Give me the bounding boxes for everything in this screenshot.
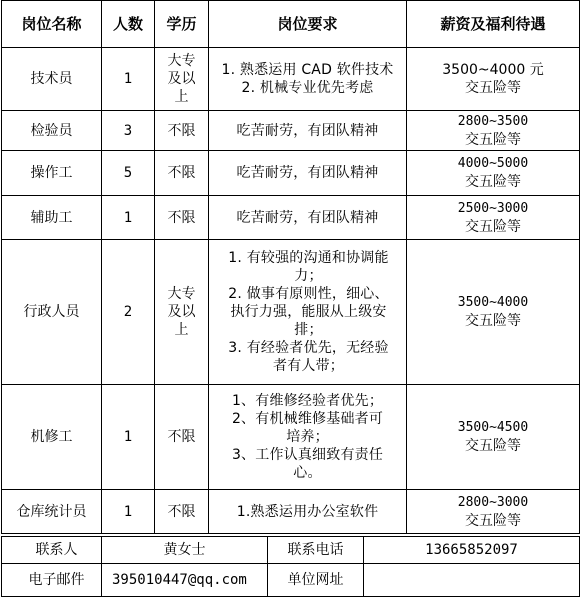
requirement-line: 1. 熟悉运用 CAD 软件技术 — [221, 62, 394, 78]
count-text: 1 — [123, 503, 133, 520]
salary-benefits: 交五险等 — [465, 174, 521, 190]
education-line: 不限 — [167, 122, 196, 139]
education-line: 不限 — [167, 503, 196, 520]
cell-position — [2, 111, 102, 151]
education-line: 及以 — [167, 304, 196, 320]
count-text: 3 — [123, 122, 133, 139]
cell-count — [102, 48, 155, 111]
cell-education — [155, 111, 209, 151]
requirement-line: 3. 有经验者优先，无经验 — [228, 340, 389, 356]
position-text: 检验员 — [30, 122, 73, 139]
requirement-line: 者有人带； — [273, 358, 344, 374]
cell-salary — [407, 151, 580, 196]
cell-education — [155, 385, 209, 490]
contact-table — [1, 536, 580, 597]
requirement-line: 排； — [294, 322, 323, 338]
salary-range: 3500~4500 — [457, 420, 529, 435]
requirement-line: 1、有维修经验者优先； — [231, 393, 384, 409]
cell-salary — [407, 490, 580, 534]
count-text: 1 — [123, 429, 133, 445]
position-text: 技术员 — [30, 71, 73, 87]
cell-salary — [407, 111, 580, 151]
header-position: 岗位名称 — [2, 1, 102, 48]
table-row — [2, 196, 580, 240]
requirement-line: 2. 做事有原则性，细心、 — [228, 286, 389, 302]
salary-range: 4000~5000 — [457, 156, 529, 171]
education-line: 及以 — [167, 71, 196, 87]
requirement-line: 3、工作认真细致有责任 — [231, 447, 384, 463]
requirement-line: 培养； — [286, 429, 329, 445]
cell-count — [102, 196, 155, 240]
website-label: 单位网址 — [268, 564, 364, 597]
position-text: 行政人员 — [23, 304, 80, 320]
education-line: 大专 — [167, 286, 196, 302]
table-row — [2, 48, 580, 111]
cell-position — [2, 48, 102, 111]
requirement-line: 2、有机械维修基础者可 — [231, 411, 384, 427]
cell-education — [155, 48, 209, 111]
cell-education — [155, 240, 209, 385]
cell-requirements — [209, 151, 407, 196]
salary-benefits: 交五险等 — [465, 512, 521, 529]
header-education: 学历 — [155, 1, 209, 48]
position-text: 辅助工 — [30, 209, 73, 226]
cell-count — [102, 151, 155, 196]
position-text: 机修工 — [30, 429, 73, 445]
contact-label: 联系人 — [2, 537, 102, 564]
cell-count — [102, 490, 155, 534]
email-row — [2, 564, 580, 597]
table-row — [2, 151, 580, 196]
cell-position — [2, 240, 102, 385]
requirement-line: 吃苦耐劳，有团队精神 — [236, 122, 379, 139]
phone-value: 13665852097 — [364, 537, 580, 564]
cell-salary — [407, 48, 580, 111]
count-text: 5 — [123, 165, 133, 181]
requirement-line: 1. 有较强的沟通和协调能 — [228, 250, 389, 266]
cell-position — [2, 490, 102, 534]
table-row — [2, 240, 580, 385]
requirement-line: 1.熟悉运用办公室软件 — [236, 503, 379, 520]
count-text: 1 — [123, 209, 133, 226]
cell-count — [102, 240, 155, 385]
recruitment-table — [1, 0, 580, 534]
salary-range: 2800~3500 — [457, 113, 529, 129]
cell-salary — [407, 385, 580, 490]
salary-range: 2500~3000 — [457, 200, 529, 216]
requirement-line: 吃苦耐劳，有团队精神 — [236, 165, 379, 181]
education-line: 不限 — [167, 429, 196, 445]
table-header-row — [2, 1, 580, 48]
contact-row — [2, 537, 580, 564]
cell-count — [102, 111, 155, 151]
cell-requirements — [209, 48, 407, 111]
salary-range: 3500~4000 元 — [442, 62, 544, 78]
cell-position — [2, 196, 102, 240]
cell-salary — [407, 240, 580, 385]
website-value — [364, 564, 580, 597]
salary-range: 2800~3000 — [457, 494, 529, 510]
requirement-line: 力； — [294, 268, 323, 284]
table-row — [2, 111, 580, 151]
count-text: 2 — [123, 304, 133, 320]
salary-benefits: 交五险等 — [465, 80, 521, 96]
cell-requirements — [209, 385, 407, 490]
salary-benefits: 交五险等 — [465, 131, 521, 148]
cell-position — [2, 385, 102, 490]
requirement-line: 执行力强，能服从上级安 — [230, 304, 387, 320]
salary-range: 3500~4000 — [457, 295, 529, 310]
email-label: 电子邮件 — [2, 564, 102, 597]
header-requirements: 岗位要求 — [209, 1, 407, 48]
cell-education — [155, 151, 209, 196]
cell-requirements — [209, 111, 407, 151]
cell-requirements — [209, 196, 407, 240]
position-text: 仓库统计员 — [16, 503, 87, 520]
email-value: 395010447@qq.com — [102, 564, 268, 597]
salary-benefits: 交五险等 — [465, 313, 521, 329]
salary-benefits: 交五险等 — [465, 218, 521, 235]
education-line: 上 — [174, 322, 189, 338]
cell-count — [102, 385, 155, 490]
phone-label: 联系电话 — [268, 537, 364, 564]
requirement-line: 心。 — [293, 465, 322, 481]
education-line: 不限 — [167, 209, 196, 226]
cell-salary — [407, 196, 580, 240]
cell-position — [2, 151, 102, 196]
education-line: 大专 — [167, 53, 196, 69]
cell-education — [155, 490, 209, 534]
salary-benefits: 交五险等 — [465, 438, 521, 454]
table-row — [2, 490, 580, 534]
header-count: 人数 — [102, 1, 155, 48]
education-line: 上 — [174, 89, 189, 105]
education-line: 不限 — [167, 165, 196, 181]
table-row — [2, 385, 580, 490]
cell-requirements — [209, 240, 407, 385]
position-text: 操作工 — [30, 165, 73, 181]
cell-education — [155, 196, 209, 240]
count-text: 1 — [123, 71, 133, 87]
cell-requirements — [209, 490, 407, 534]
header-salary: 薪资及福利待遇 — [407, 1, 580, 48]
requirement-line: 2. 机械专业优先考虑 — [241, 80, 374, 96]
requirement-line: 吃苦耐劳，有团队精神 — [236, 209, 379, 226]
contact-name: 黄女士 — [102, 537, 268, 564]
